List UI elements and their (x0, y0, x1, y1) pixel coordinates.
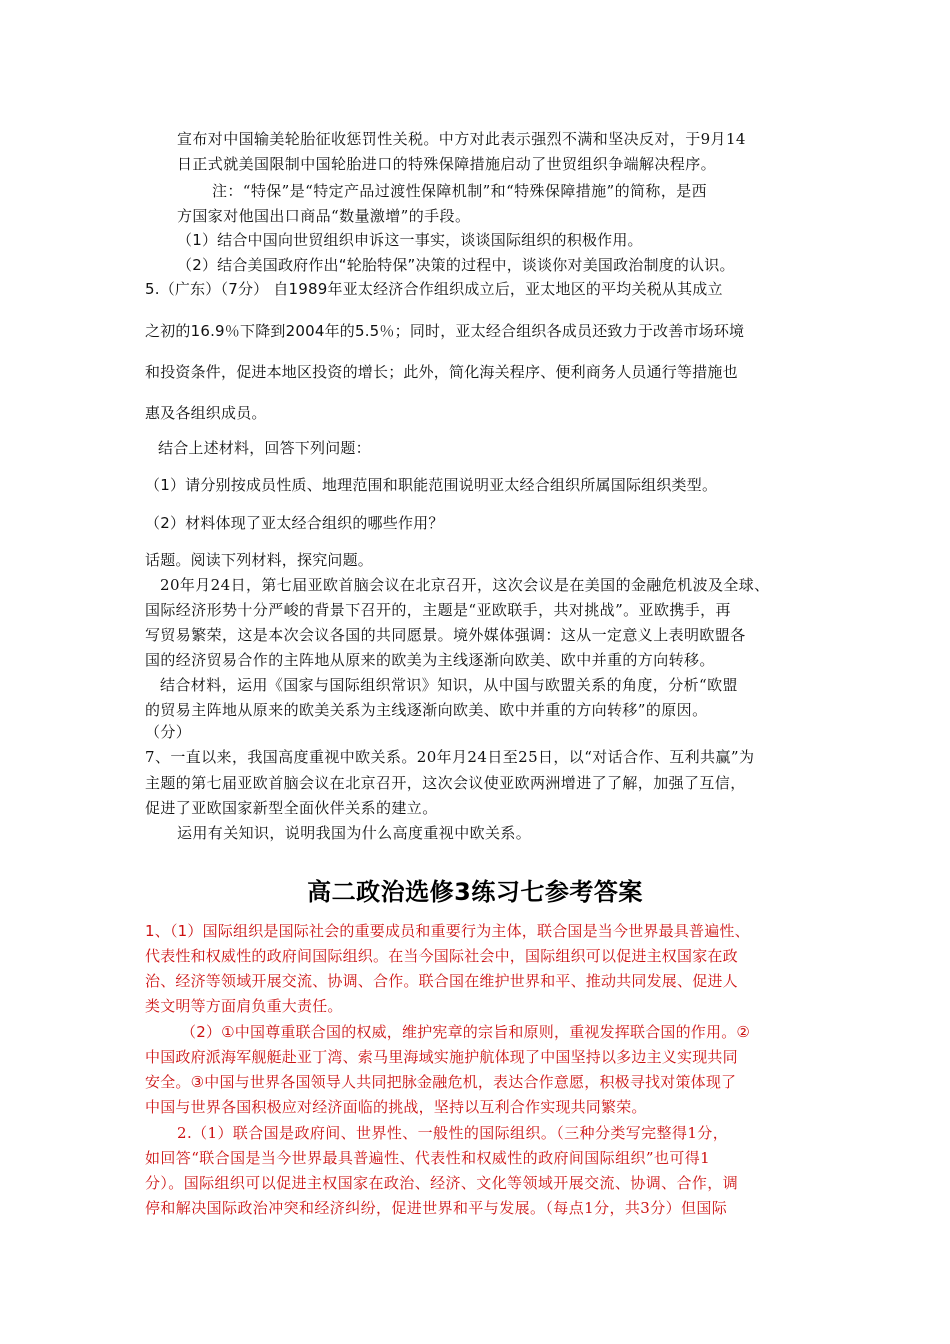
q7-line-1: 7、一直以来，我国高度重视中欧关系。20年月24日至25日，以“对话合作、互利共赢”为 (145, 748, 755, 766)
q4-line-1: 宣布对中国输美轮胎征收惩罚性关税。中方对此表示强烈不满和坚决反对，于9月14 (177, 130, 746, 148)
answer-2-line-2: 如回答“联合国是当今世界最具普遍性、代表性和权威性的政府间国际组织”也可得1 (145, 1149, 711, 1167)
answer-2-line-1: 2.（1）联合国是政府间、世界性、一般性的国际组织。（三种分类写完整得1分， (177, 1124, 729, 1142)
answer-1-line-1: 1、（1）国际组织是国际社会的重要成员和重要行为主体，联合国是当今世界最具普遍性、 (145, 922, 750, 940)
answers-title: 高二政治选修3练习七参考答案 (307, 878, 643, 906)
answer-1-line-4: 类文明等方面肩负重大责任。 (145, 997, 343, 1015)
answer-1-2-line-3: 安全。③中国与世界各国领导人共同把脉金融危机，表达合作意愿，积极寻找对策体现了 (145, 1073, 737, 1091)
answer-1-2-line-1: （2）①中国尊重联合国的权威，维护宪章的宗旨和原则，重视发挥联合国的作用。② (181, 1023, 751, 1041)
q6-line-2: 国际经济形势十分严峻的背景下召开的，主题是“亚欧联手，共对挑战”。亚欧携手，再 (145, 601, 731, 619)
answer-2-line-4: 停和解决国际政治冲突和经济纠纷，促进世界和平与发展。（每点1分，共3分）但国际 (145, 1199, 728, 1217)
q6-line-4: 国的经济贸易合作的主阵地从原来的欧美为主线逐渐向欧美、欧中并重的方向转移。 (145, 651, 715, 669)
q6-score: （分） (145, 723, 192, 741)
answer-1-line-2: 代表性和权威性的政府间国际组织。在当今国际社会中，国际组织可以促进主权国家在政 (145, 947, 738, 965)
answer-1-2-line-4: 中国与世界各国积极应对经济面临的挑战，坚持以互利合作实现共同繁荣。 (145, 1098, 647, 1116)
q5-line-1: 5.（广东）（7分） 自1989年亚太经济合作组织成立后，亚太地区的平均关税从其成立 (145, 280, 723, 298)
q6-line-1: 20年月24日，第七届亚欧首脑会议在北京召开，这次会议是在美国的金融危机波及全球、 (160, 576, 770, 594)
q5-prompt: 结合上述材料，回答下列问题： (158, 439, 371, 457)
q4-note-line-1: 注：“特保”是“特定产品过渡性保障机制”和“特殊保障措施”的简称，是西 (212, 182, 708, 200)
q6-line-6: 的贸易主阵地从原来的欧美关系为主线逐渐向欧美、欧中并重的方向转移”的原因。 (145, 701, 708, 719)
q4-line-2: 日正式就美国限制中国轮胎进口的特殊保障措施启动了世贸组织争端解决程序。 (177, 155, 717, 173)
q4-question-2: （2）结合美国政府作出“轮胎特保”决策的过程中，谈谈你对美国政治制度的认识。 (177, 256, 735, 274)
q4-question-1: （1）结合中国向世贸组织申诉这一事实，谈谈国际组织的积极作用。 (177, 231, 643, 249)
answer-2-line-3: 分）。国际组织可以促进主权国家在政治、经济、文化等领域开展交流、协调、合作，调 (145, 1174, 739, 1192)
q5-question-1: （1）请分别按成员性质、地理范围和职能范围说明亚太经合组织所属国际组织类型。 (145, 476, 718, 494)
q6-line-5: 结合材料，运用《国家与国际组织常识》知识，从中国与欧盟关系的角度，分析“欧盟 (160, 676, 738, 694)
q5-line-3: 和投资条件，促进本地区投资的增长；此外，简化海关程序、便利商务人员通行等措施也 (145, 363, 738, 381)
q5-line-2: 之初的16.9％下降到2004年的5.5％；同时，亚太经合组织各成员还致力于改善市场环境 (145, 322, 745, 340)
q4-note-line-2: 方国家对他国出口商品“数量激增”的手段。 (177, 207, 471, 225)
q5-question-2: （2）材料体现了亚太经合组织的哪些作用？ (145, 514, 444, 532)
answer-1-2-line-2: 中国政府派海军舰艇赴亚丁湾、索马里海域实施护航体现了中国坚持以多边主义实现共同 (145, 1048, 738, 1066)
q6-heading: 话题。阅读下列材料，探究问题。 (145, 551, 374, 569)
q7-line-2: 主题的第七届亚欧首脑会议在北京召开，这次会议使亚欧两洲增进了了解，加强了互信， (145, 774, 746, 792)
q7-line-4: 运用有关知识，说明我国为什么高度重视中欧关系。 (177, 824, 532, 842)
answer-1-line-3: 治、经济等领域开展交流、协调、合作。联合国在维护世界和平、推动共同发展、促进人 (145, 972, 738, 990)
q7-line-3: 促进了亚欧国家新型全面伙伴关系的建立。 (145, 799, 438, 817)
q5-line-4: 惠及各组织成员。 (145, 404, 267, 422)
q6-line-3: 写贸易繁荣，这是本次会议各国的共同愿景。境外媒体强调：这从一定意义上表明欧盟各 (145, 626, 746, 644)
